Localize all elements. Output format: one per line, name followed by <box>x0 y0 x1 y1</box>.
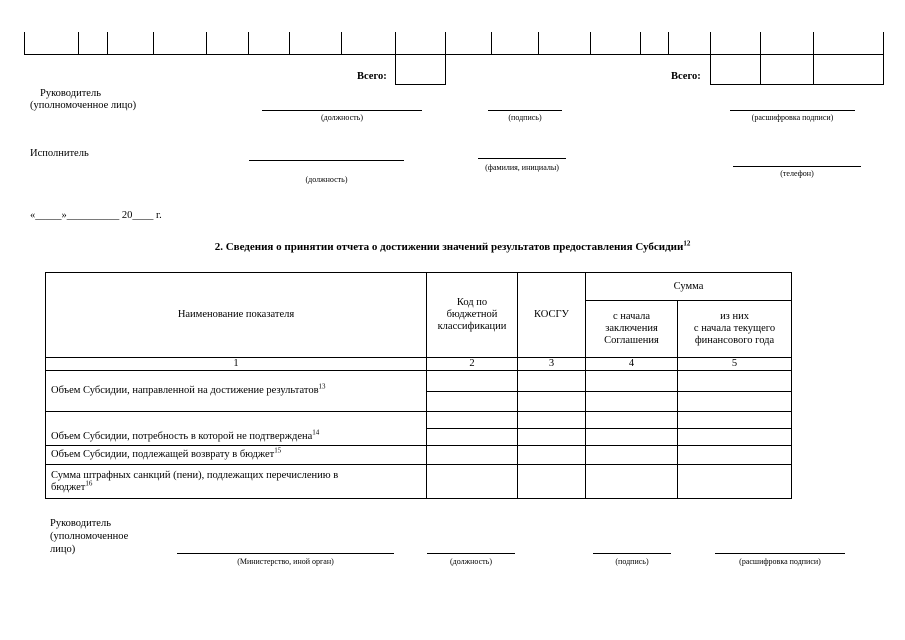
table-cell[interactable] <box>678 465 792 499</box>
total-label-left: Всего: <box>357 71 387 82</box>
section-title-footnote: 12 <box>683 239 691 248</box>
bottom-head-label-2: (уполномоченное <box>50 531 129 542</box>
date-line[interactable]: «_____»__________ 20____ г. <box>30 210 162 221</box>
table-cell[interactable] <box>427 429 518 446</box>
header-sum: Сумма <box>586 273 792 301</box>
table-cell[interactable] <box>586 429 678 446</box>
row-label-unconfirmed: Объем Субсидии, потребность в которой не подтверждена$^{14}$ <box>46 412 427 446</box>
row-label-penalties: Сумма штрафных санкций (пени), подлежащих перечислению в бюджет$^{16}$ <box>46 465 427 499</box>
total-cell-right-3[interactable] <box>813 54 884 85</box>
total-cell-left[interactable] <box>395 54 446 85</box>
header-indicator-name: Наименование показателя <box>46 273 427 358</box>
col-number-5: 5 <box>678 358 792 371</box>
position-caption: (должность) <box>321 113 363 122</box>
table-cell[interactable] <box>427 371 518 392</box>
executor-position-line[interactable] <box>249 160 404 161</box>
total-cell-right-1[interactable] <box>710 54 761 85</box>
decoding-line[interactable] <box>730 110 855 111</box>
col-number-3: 3 <box>518 358 586 371</box>
bottom-position-line[interactable] <box>427 553 515 554</box>
table-cell[interactable] <box>518 429 586 446</box>
table-cell[interactable] <box>518 465 586 499</box>
col-number-2: 2 <box>427 358 518 371</box>
executor-name-caption: (фамилия, инициалы) <box>485 163 559 172</box>
section-title-text: 2. Сведения о принятии отчета о достижении значений результатов предоставления Субсидии <box>214 241 684 253</box>
row-label-return: Объем Субсидии, подлежащей возврату в бюджет$^{15}$ <box>46 446 427 465</box>
table-cell[interactable] <box>427 412 518 429</box>
table-cell[interactable] <box>678 412 792 429</box>
table-cell[interactable] <box>586 446 678 465</box>
position-line[interactable] <box>262 110 422 111</box>
decoding-caption: (расшифровка подписи) <box>751 113 834 122</box>
executor-phone-line[interactable] <box>733 166 861 167</box>
col-number-1: 1 <box>46 358 427 371</box>
results-table <box>45 272 792 499</box>
table-cell[interactable] <box>518 446 586 465</box>
table-cell[interactable] <box>586 412 678 429</box>
bottom-position-caption: (должность) <box>450 557 492 566</box>
table-cell[interactable] <box>678 429 792 446</box>
total-cell-right-2[interactable] <box>760 54 814 85</box>
table-cell[interactable] <box>427 446 518 465</box>
bottom-signature-line[interactable] <box>593 553 671 554</box>
table-cell[interactable] <box>518 371 586 392</box>
bottom-head-label: Руководитель <box>50 518 111 529</box>
executor-phone-caption: (телефон) <box>780 169 814 178</box>
executor-position-caption: (должность) <box>305 175 348 184</box>
header-budget-code: Код по бюджетной классификации <box>427 273 518 358</box>
header-kosgu: КОСГУ <box>518 273 586 358</box>
row-label-directed: Объем Субсидии, направленной на достижение результатов$^{13}$ <box>46 371 427 412</box>
ministry-caption: (Министерство, иной орган) <box>237 557 334 566</box>
col-number-4: 4 <box>586 358 678 371</box>
signature-caption: (подпись) <box>508 113 542 122</box>
table-cell[interactable] <box>586 465 678 499</box>
head-label: Руководитель <box>40 88 101 99</box>
table-cell[interactable] <box>427 465 518 499</box>
bottom-head-label-3: лицо) <box>50 544 76 555</box>
table-cell[interactable] <box>586 392 678 412</box>
head-label-sub: (уполномоченное лицо) <box>30 100 137 111</box>
header-of-them: из них с начала текущего финансового года <box>678 301 792 358</box>
signature-line[interactable] <box>488 110 562 111</box>
section-title <box>0 240 905 254</box>
table-cell[interactable] <box>678 446 792 465</box>
table-cell[interactable] <box>678 371 792 392</box>
ministry-line[interactable] <box>177 553 394 554</box>
total-label-right: Всего: <box>671 71 701 82</box>
bottom-decoding-line[interactable] <box>715 553 845 554</box>
table-cell[interactable] <box>518 392 586 412</box>
table-cell[interactable] <box>678 392 792 412</box>
table-cell[interactable] <box>518 412 586 429</box>
table-cell[interactable] <box>586 371 678 392</box>
bottom-signature-caption: (подпись) <box>615 557 649 566</box>
header-from-start: с начала заключения Соглашения <box>586 301 678 358</box>
executor-name-line[interactable] <box>478 158 566 159</box>
executor-label: Исполнитель <box>30 148 89 159</box>
table-cell[interactable] <box>427 392 518 412</box>
bottom-decoding-caption: (расшифровка подписи) <box>739 557 821 566</box>
